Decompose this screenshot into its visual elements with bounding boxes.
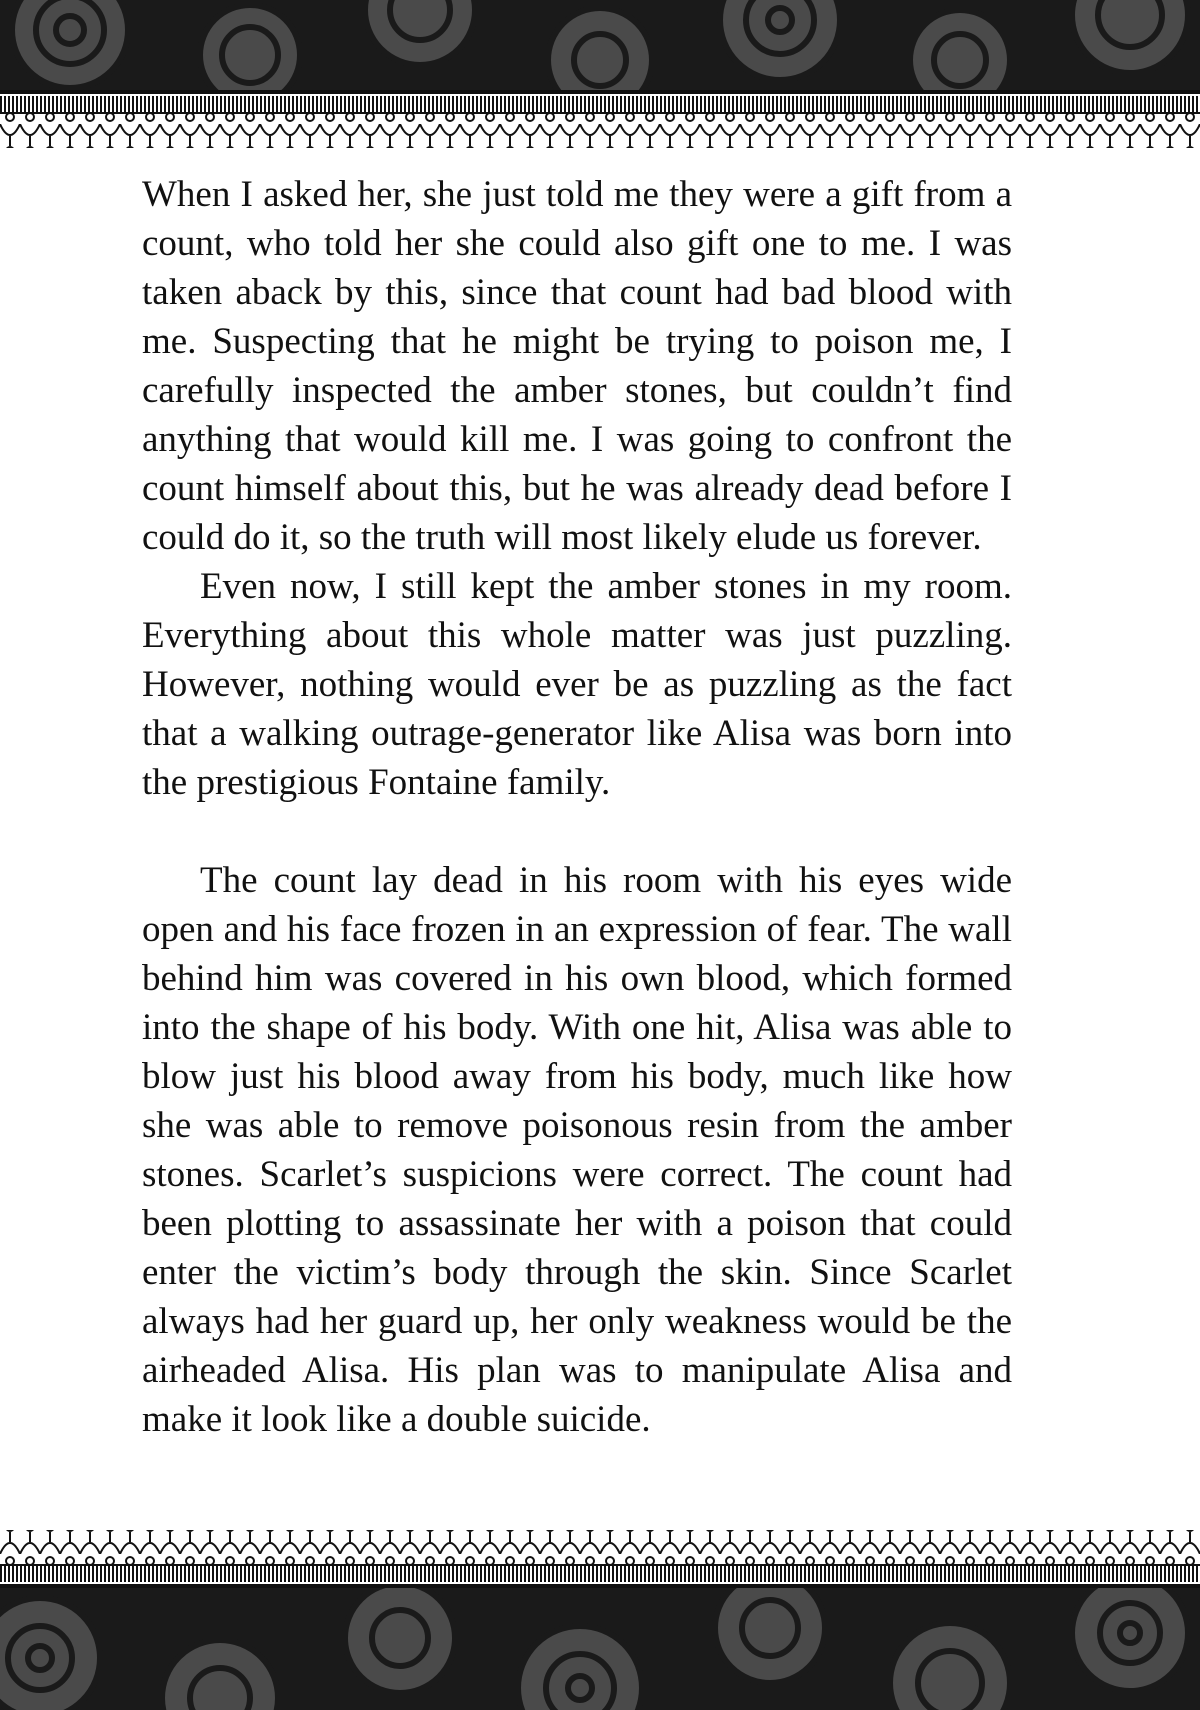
lace-trim-icon [0, 90, 1200, 148]
body-text [142, 170, 1012, 1444]
section-break [142, 807, 1012, 856]
lace-trim-icon [0, 1530, 1200, 1588]
bottom-rose-band [0, 1588, 1200, 1710]
top-rose-band [0, 0, 1200, 90]
paragraph-2: Even now, I still kept the amber stones in my room. Everything about this whole matter was just puzzling. However, nothing would ever be as puzzling as the fact that a walking outrage-generator like Alisa was born into the prestigious Fontaine family. [142, 566, 1012, 803]
rose-band-icon [0, 1588, 1200, 1710]
rose-band-icon [0, 0, 1200, 90]
paragraph-3: The count lay dead in his room with his eyes wide open and his face frozen in an expression of fear. The wall behind him was covered in his own blood, which formed into the shape of his body. With one hit, Alisa was able to blow just his blood away from his body, much like how she was able to remove poisonous resin from the amber stones. Scarlet’s suspicions were correct. The count had been plotting to assassinate her with a poison that could enter the victim’s body through the skin. Since Scarlet always had her guard up, her only weakness would be the airheaded Alisa. His plan was to manipulate Alisa and make it look like a double suicide. [142, 860, 1012, 1440]
paragraph-1: When I asked her, she just told me they were a gift from a count, who told her she could also gift one to me. I was taken aback by this, since that count had bad blood with me. Suspecting that he might be trying to poison me, I carefully inspected the amber stones, but couldn’t find anything that would kill me. I was going to confront the count himself about this, but he was already dead before I could do it, so the truth will most likely elude us forever. [142, 174, 1012, 558]
